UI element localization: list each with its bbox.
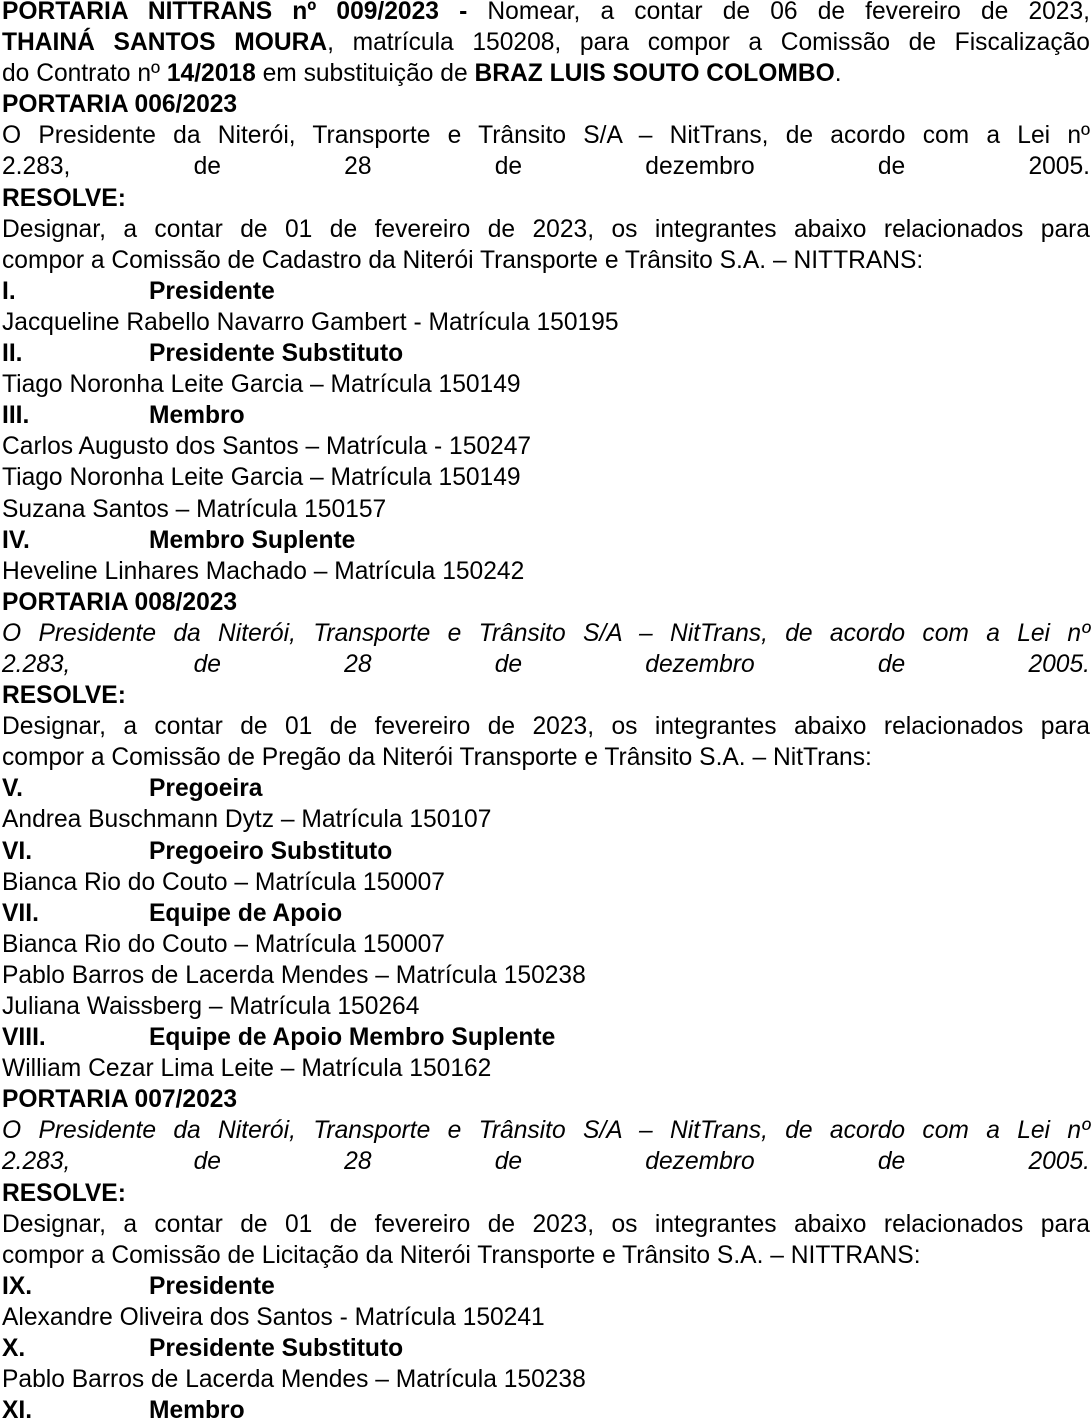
role-heading <box>2 1395 1090 1426</box>
member-line: Juliana Waissberg – Matrícula 150264 <box>2 993 420 1020</box>
president-line-1: O Presidente da Niterói, Transporte e Trânsito S/A – NitTrans, de acordo com a Lei nº <box>2 1117 1090 1145</box>
member-line: Carlos Augusto dos Santos – Matrícula - 150247 <box>2 433 532 461</box>
member-line: Heveline Linhares Machado – Matrícula 150242 <box>2 557 525 585</box>
role-heading <box>2 1022 1090 1053</box>
role-title: Pregoeira <box>149 775 263 803</box>
member-line: Suzana Santos – Matrícula 150157 <box>2 495 387 523</box>
resolve-heading: RESOLVE: <box>2 1179 126 1207</box>
role-number: IV. <box>2 526 30 554</box>
role-title: Presidente <box>149 1272 275 1300</box>
role-number: X. <box>2 1335 26 1363</box>
role-heading <box>2 276 1090 307</box>
p009-text-5: . <box>834 60 842 88</box>
role-heading <box>2 400 1090 431</box>
president-line-2: 2.283, de 28 de dezembro de 2005. <box>2 153 1090 181</box>
member-line: William Cezar Lima Leite – Matrícula 150162 <box>2 1055 492 1083</box>
role-title: Pregoeiro Substituto <box>149 837 393 865</box>
designation-line-2: compor a Comissão de Cadastro da Niterói Transporte e Trânsito S.A. – NITTRANS: <box>2 246 924 274</box>
role-title: Equipe de Apoio Membro Suplente <box>149 1024 556 1052</box>
role-heading <box>2 773 1090 804</box>
member-line: Bianca Rio do Couto – Matrícula 150007 <box>2 930 445 958</box>
role-title: Presidente Substituto <box>149 340 404 368</box>
p009-title: PORTARIA NITTRANS nº 009/2023 - <box>2 0 468 25</box>
member-line: Pablo Barros de Lacerda Mendes – Matrícula 150238 <box>2 961 586 989</box>
p009-replaced-name: BRAZ LUIS SOUTO COLOMBO <box>474 60 835 88</box>
role-title: Membro Suplente <box>149 526 356 554</box>
role-heading <box>2 525 1090 556</box>
document-page <box>2 0 1090 1426</box>
member-line: Pablo Barros de Lacerda Mendes – Matrícula 150238 <box>2 1366 586 1394</box>
portaria-006 <box>2 89 1090 587</box>
designation-line-2: compor a Comissão de Licitação da Niterói Transporte e Trânsito S.A. – NITTRANS: <box>2 1241 921 1269</box>
p009-line-3 <box>2 58 1090 89</box>
member-line: Tiago Noronha Leite Garcia – Matrícula 150149 <box>2 371 521 399</box>
president-line-2: 2.283, de 28 de dezembro de 2005. <box>2 1148 1090 1176</box>
role-heading <box>2 836 1090 867</box>
portaria-007 <box>2 1084 1090 1426</box>
portaria-title: PORTARIA 007/2023 <box>2 1086 238 1114</box>
p009-text-2: , matrícula 150208, para compor a Comissão de Fiscalização <box>327 29 1090 57</box>
role-number: III. <box>2 402 30 430</box>
role-heading <box>2 898 1090 929</box>
member-line: Bianca Rio do Couto – Matrícula 150007 <box>2 868 445 896</box>
role-number: VI. <box>2 837 33 865</box>
role-number: VIII. <box>2 1024 46 1052</box>
portaria-title: PORTARIA 006/2023 <box>2 91 238 119</box>
member-line: Jacqueline Rabello Navarro Gambert - Matrícula 150195 <box>2 308 619 336</box>
p009-appointee-name: THAINÁ SANTOS MOURA <box>2 29 328 57</box>
p009-text-4: em substituição de <box>255 60 475 88</box>
role-title: Equipe de Apoio <box>149 899 343 927</box>
designation-line-1: Designar, a contar de 01 de fevereiro de 2023, os integrantes abaixo relacionados para <box>2 713 1090 741</box>
president-line-1: O Presidente da Niterói, Transporte e Trânsito S/A – NitTrans, de acordo com a Lei nº <box>2 619 1090 647</box>
role-number: V. <box>2 775 23 803</box>
role-number: VII. <box>2 899 39 927</box>
role-title: Membro <box>149 1397 245 1425</box>
designation-line-2: compor a Comissão de Pregão da Niterói Transporte e Trânsito S.A. – NitTrans: <box>2 744 872 772</box>
designation-line-1: Designar, a contar de 01 de fevereiro de 2023, os integrantes abaixo relacionados para <box>2 1210 1090 1238</box>
member-line: Tiago Noronha Leite Garcia – Matrícula 150149 <box>2 464 521 492</box>
portaria-title: PORTARIA 008/2023 <box>2 588 238 616</box>
president-line-1: O Presidente da Niterói, Transporte e Trânsito S/A – NitTrans, de acordo com a Lei nº <box>2 122 1090 150</box>
role-heading <box>2 1271 1090 1302</box>
p009-contract-number: 14/2018 <box>166 60 256 88</box>
resolve-heading: RESOLVE: <box>2 184 126 212</box>
p009-line-2 <box>2 27 1090 58</box>
resolve-heading: RESOLVE: <box>2 682 126 710</box>
role-number: II. <box>2 340 23 368</box>
role-title: Presidente Substituto <box>149 1335 404 1363</box>
p009-text-1: Nomear, a contar de 06 de fevereiro de 2023, <box>467 0 1090 25</box>
role-number: I. <box>2 277 16 305</box>
p009-text-3: do Contrato nº <box>2 60 167 88</box>
portaria-008 <box>2 587 1090 1085</box>
role-title: Membro <box>149 402 245 430</box>
role-number: IX. <box>2 1272 33 1300</box>
member-line: Andrea Buschmann Dytz – Matrícula 150107 <box>2 806 492 834</box>
role-title: Presidente <box>149 277 275 305</box>
role-number: XI. <box>2 1397 33 1425</box>
member-line: Alexandre Oliveira dos Santos - Matrícula 150241 <box>2 1303 545 1331</box>
p009-line-1 <box>2 0 1090 27</box>
role-heading <box>2 338 1090 369</box>
president-line-2: 2.283, de 28 de dezembro de 2005. <box>2 650 1090 678</box>
role-heading <box>2 1333 1090 1364</box>
designation-line-1: Designar, a contar de 01 de fevereiro de 2023, os integrantes abaixo relacionados para <box>2 215 1090 243</box>
